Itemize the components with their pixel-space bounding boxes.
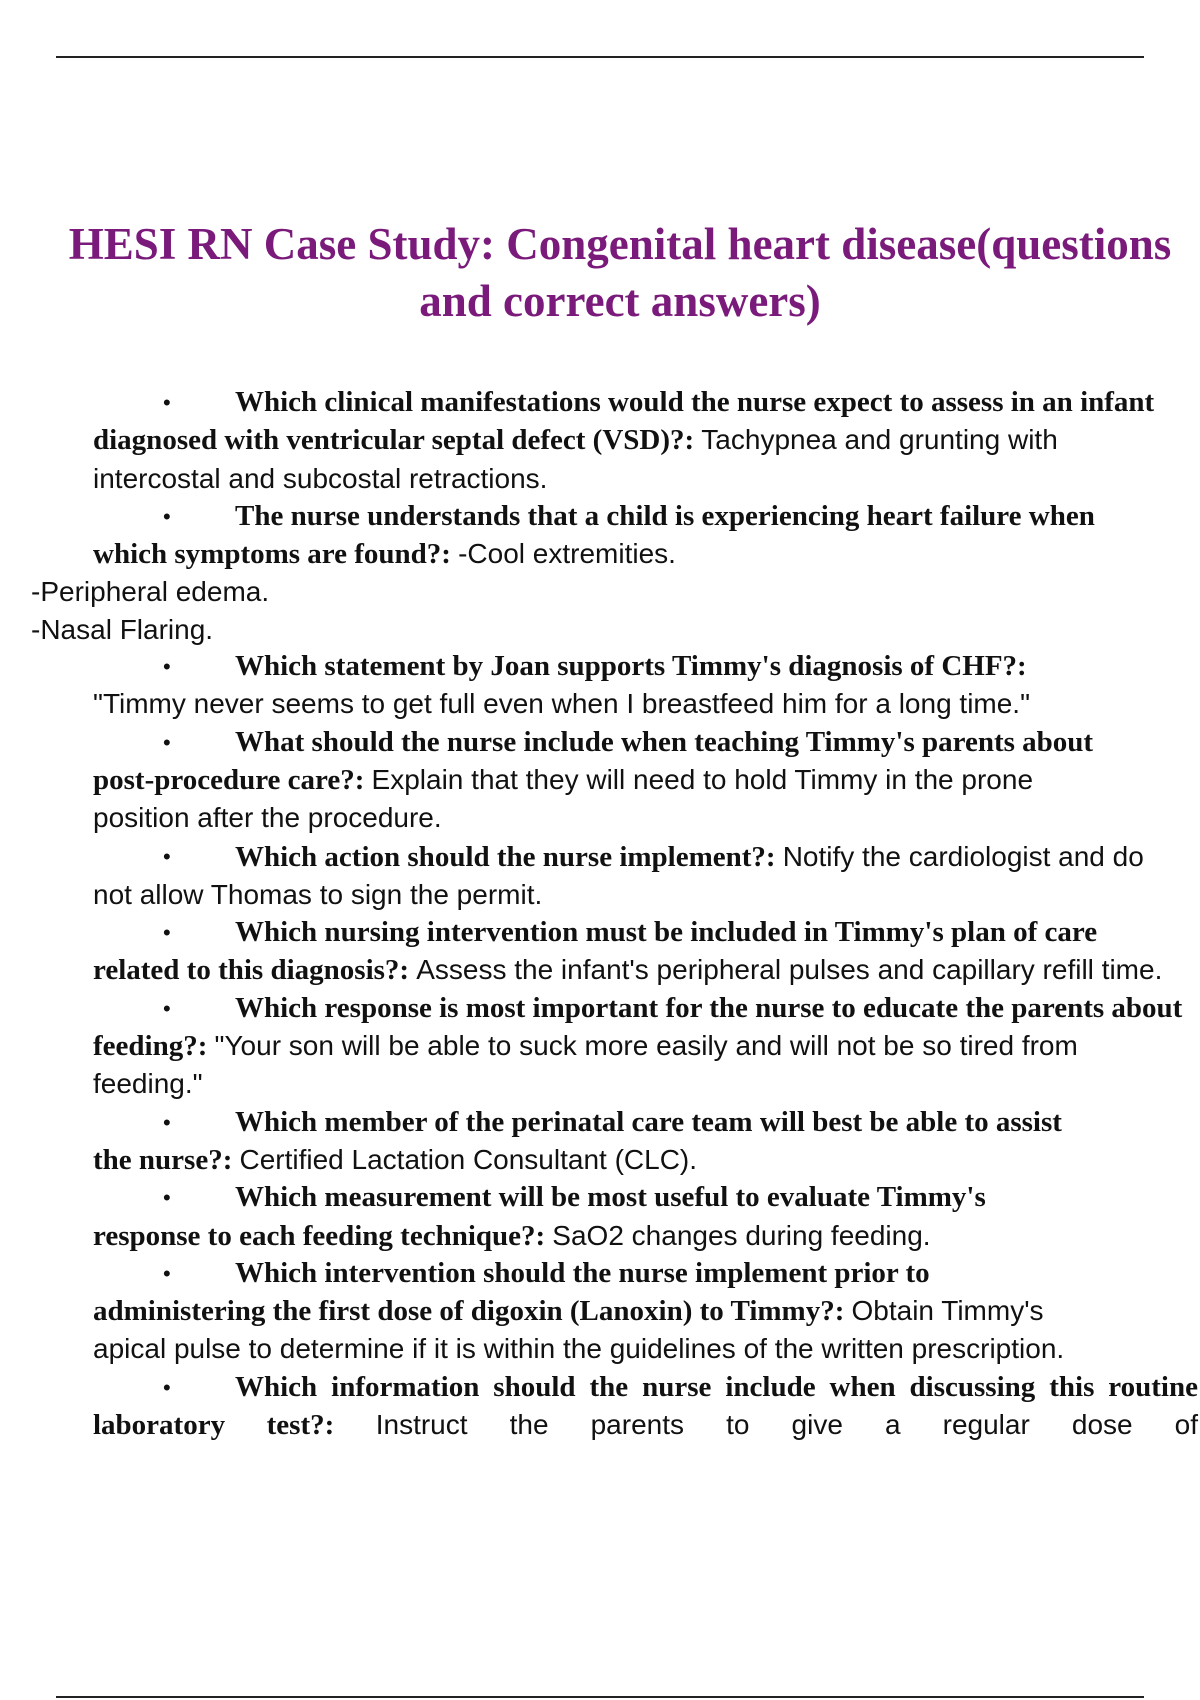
answer-text: Notify the cardiologist and do not allow Thomas to sign the permit. bbox=[93, 840, 1144, 910]
answer-text: Instruct the parents to give a regular dose of bbox=[375, 1409, 1199, 1441]
bullet-icon: • bbox=[163, 920, 171, 946]
bullet-icon: • bbox=[163, 1374, 171, 1400]
question-text: Which statement by Joan supports Timmy's diagnosis of CHF?: bbox=[235, 650, 1027, 683]
answer-line: -Peripheral edema. bbox=[31, 576, 270, 608]
qa-item-10 bbox=[93, 1255, 1093, 1369]
bullet-icon: • bbox=[163, 729, 171, 755]
question-text: The nurse understands that a child is experiencing heart failure when which symptoms are found?: bbox=[93, 499, 1095, 571]
answer-text: Explain that they will need to hold Timmy in the prone position after the procedure. bbox=[93, 763, 1034, 834]
answer-text: "Your son will be able to suck more easily and will not be so tired from feeding." bbox=[93, 1030, 1078, 1100]
title-line-1: HESI RN Case Study: Congenital heart disease(questions bbox=[68, 219, 1172, 269]
question-text: Which clinical manifestations would the nurse expect to assess in an infant diagnosed with ventricular septal defect (VSD)?: bbox=[93, 386, 1155, 457]
answer-text: Certified Lactation Consultant (CLC). bbox=[239, 1143, 698, 1175]
qa-item-4 bbox=[93, 724, 1113, 838]
answer-text: Tachypnea and grunting with intercostal and subcostal retractions. bbox=[93, 424, 1058, 494]
bullet-icon: • bbox=[163, 390, 171, 415]
qa-item-11 bbox=[93, 1369, 1198, 1445]
qa-item-3 bbox=[93, 648, 1093, 724]
question-text: Which intervention should the nurse implement prior to administering the first dose of digoxin (Lanoxin) to Timmy?: bbox=[93, 1256, 930, 1328]
qa-item-1 bbox=[93, 384, 1183, 498]
bullet-icon: • bbox=[163, 1260, 171, 1286]
answer-text: Assess the infant's peripheral pulses and capillary refill time. bbox=[416, 954, 1163, 986]
answer-text: Obtain Timmy's apical pulse to determine if it is within the guidelines of the written prescription. bbox=[93, 1295, 1065, 1365]
question-text: Which action should the nurse implement?: bbox=[235, 840, 776, 873]
bullet-icon: • bbox=[163, 1109, 171, 1135]
answer-text: SaO2 changes during feeding. bbox=[552, 1219, 931, 1251]
question-text: Which nursing intervention must be included in Timmy's plan of care related to this diagnosis?: bbox=[93, 916, 1098, 987]
qa-item-7 bbox=[93, 990, 1183, 1104]
page-title bbox=[20, 216, 1200, 330]
question-text: Which information should the nurse include when discussing this routine laboratory test?: bbox=[93, 1370, 1198, 1442]
answer-text: -Cool extremities. bbox=[458, 538, 676, 570]
question-text: What should the nurse include when teaching Timmy's parents about post-procedure care?: bbox=[93, 725, 1094, 796]
question-text: Which response is most important for the nurse to educate the parents about feeding?: bbox=[93, 991, 1183, 1063]
bullet-icon: • bbox=[163, 1185, 171, 1211]
question-text: Which member of the perinatal care team will best be able to assist the nurse?: bbox=[93, 1105, 1062, 1176]
qa-item-8 bbox=[93, 1104, 1093, 1180]
bullet-icon: • bbox=[163, 503, 171, 529]
qa-item-9 bbox=[93, 1179, 1093, 1255]
title-line-2: and correct answers) bbox=[419, 276, 821, 326]
answer-text: "Timmy never seems to get full even when I breastfeed him for a long time." bbox=[93, 688, 1031, 720]
footer-rule bbox=[56, 1696, 1144, 1698]
qa-item-5 bbox=[93, 838, 1183, 915]
answer-line: -Nasal Flaring. bbox=[31, 613, 214, 645]
bullet-icon: • bbox=[163, 843, 171, 869]
bullet-icon: • bbox=[163, 654, 171, 680]
qa-item-2 bbox=[31, 498, 1133, 648]
header-rule bbox=[56, 56, 1144, 58]
question-text: Which measurement will be most useful to evaluate Timmy's response to each feeding technique?: bbox=[93, 1181, 986, 1252]
qa-item-6 bbox=[93, 914, 1183, 990]
qa-list bbox=[31, 384, 1200, 1444]
bullet-icon: • bbox=[163, 995, 171, 1021]
